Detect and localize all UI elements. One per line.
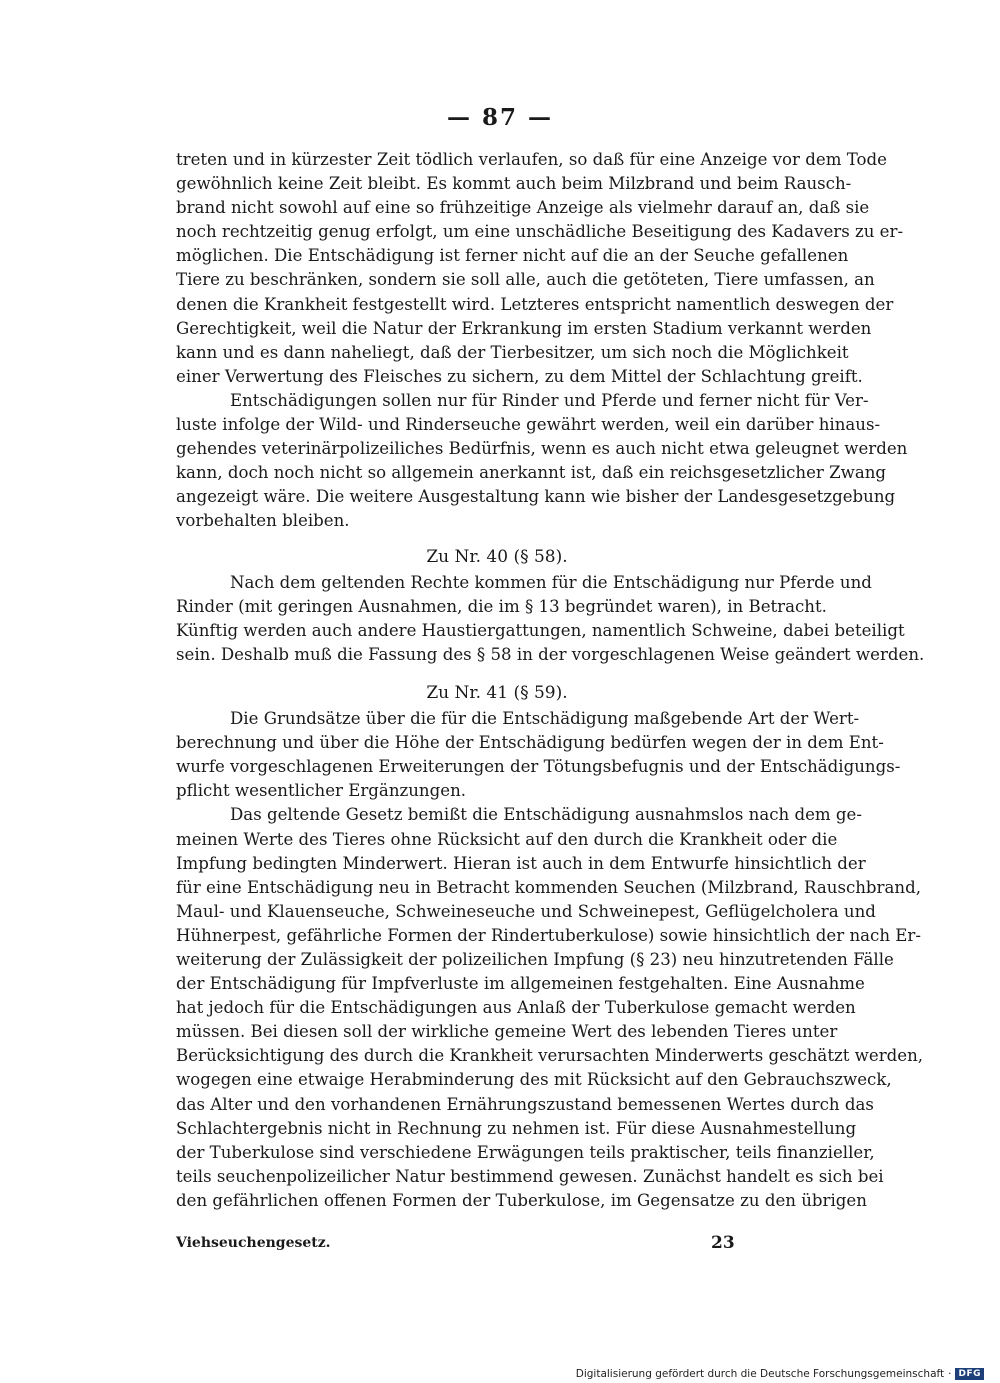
text-line: Tiere zu beschränken, sondern sie soll alle, auch die getöteten, Tiere umfassen, an [176,270,875,290]
text-line: denen die Krankheit festgestellt wird. Letzteres entspricht namentlich deswegen der [176,294,894,314]
text-line: gewöhnlich keine Zeit bleibt. Es kommt auch beim Milzbrand und beim Rausch- [176,174,852,194]
text-line: Schlachtergebnis nicht in Rechnung zu nehmen ist. Für diese Ausnahmestellung [176,1118,857,1138]
section-heading: Zu Nr. 40 (§ 58). [426,546,568,567]
sheet-number: 23 [711,1233,735,1253]
text-line: hat jedoch für die Entschädigungen aus Anlaß der Tuberkulose gemacht werden [176,998,856,1018]
text-line: wogegen eine etwaige Herabminderung des mit Rücksicht auf den Gebrauchszweck, [176,1070,892,1090]
body-text [176,148,925,1213]
text-line: angezeigt wäre. Die weitere Ausgestaltung kann wie bisher der Landesgesetzgebung [176,487,896,507]
text-line: Die Grundsätze über die für die Entschädigung maßgebende Art der Wert- [230,709,860,729]
text-line: weiterung der Zulässigkeit der polizeilichen Impfung (§ 23) neu hinzutretenden Fälle [176,950,894,969]
text-line: kann und es dann naheliegt, daß der Tierbesitzer, um sich noch die Möglichkeit [176,342,849,362]
text-line: wurfe vorgeschlagenen Erweiterungen der Tötungsbefugnis und der Entschädigungs- [176,757,901,777]
text-line: Rinder (mit geringen Ausnahmen, die im § 13 begründet waren), in Betracht. [176,596,827,616]
text-line: luste infolge der Wild- und Rinderseuche gewährt werden, weil ein darüber hinaus- [176,415,881,435]
page-number: — 87 — [446,104,554,131]
text-line: treten und in kürzester Zeit tödlich verlaufen, so daß für eine Anzeige vor dem Tode [176,150,887,169]
text-line: der Tuberkulose sind verschiedene Erwägungen teils praktischer, teils finanzieller, [176,1142,875,1162]
paragraph [176,571,925,667]
text-line: vorbehalten bleiben. [176,511,350,531]
signature-mark: Viehseuchengesetz. [176,1235,331,1251]
section-heading: Zu Nr. 41 (§ 59). [426,682,568,703]
text-line: Das geltende Gesetz bemißt die Entschädigung ausnahmslos nach dem ge- [230,805,862,825]
text-line: Impfung bedingten Minderwert. Hieran ist auch in dem Entwurfe hinsichtlich der [176,853,866,873]
text-line: pflicht wesentlicher Ergänzungen. [176,781,467,801]
digitization-credit: Digitalisierung gefördert durch die Deutsche Forschungsgemeinschaft · DFG [576,1368,984,1380]
text-line: brand nicht sowohl auf eine so frühzeitige Anzeige als vielmehr darauf an, daß sie [176,198,870,218]
credit-text: Digitalisierung gefördert durch die Deutsche Forschungsgemeinschaft [575,1368,945,1380]
dfg-logo: DFG [955,1368,984,1380]
text-line: Künftig werden auch andere Haustiergattungen, namentlich Schweine, dabei beteiligt [176,620,905,640]
paragraph [176,707,901,803]
text-line: meinen Werte des Tieres ohne Rücksicht auf den durch die Krankheit oder die [176,829,838,849]
text-line: für eine Entschädigung neu in Betracht kommenden Seuchen (Milzbrand, Rauschbrand, [176,877,921,897]
text-line: berechnung und über die Höhe der Entschädigung bedürfen wegen der in dem Ent- [176,733,884,753]
text-line: müssen. Bei diesen soll der wirkliche gemeine Wert des lebenden Tieres unter [176,1022,838,1042]
text-line: einer Verwertung des Fleisches zu sichern, zu dem Mittel der Schlachtung greift. [176,366,863,386]
paragraph [176,803,924,1213]
text-line: sein. Deshalb muß die Fassung des § 58 in der vorgeschlagenen Weise geändert werden. [176,644,925,664]
paragraph [176,389,908,534]
text-line: Gerechtigkeit, weil die Natur der Erkrankung im ersten Stadium verkannt werden [176,318,872,338]
text-line: Berücksichtigung des durch die Krankheit verursachten Minderwerts geschätzt werden, [176,1046,924,1066]
text-line: kann, doch noch nicht so allgemein anerkannt ist, daß ein reichsgesetzlicher Zwang [176,463,887,483]
text-line: Nach dem geltenden Rechte kommen für die Entschädigung nur Pferde und [230,572,872,592]
paragraph [176,148,904,389]
text-line: gehendes veterinärpolizeiliches Bedürfnis, wenn es auch nicht etwa geleugnet werden [176,439,908,459]
text-line: Entschädigungen sollen nur für Rinder und Pferde und ferner nicht für Ver- [230,390,869,410]
text-line: Maul- und Klauenseuche, Schweineseuche und Schweinepest, Geflügelcholera und [176,901,876,921]
text-line: das Alter und den vorhandenen Ernährungszustand bemessenen Wertes durch das [176,1094,874,1114]
text-line: noch rechtzeitig genug erfolgt, um eine unschädliche Beseitigung des Kadavers zu er- [176,222,904,242]
text-line: Hühnerpest, gefährliche Formen der Rindertuberkulose) sowie hinsichtlich der nach Er- [176,925,921,945]
text-line: teils seuchenpolizeilicher Natur bestimmend gewesen. Zunächst handelt es sich bei [176,1166,884,1186]
text-line: den gefährlichen offenen Formen der Tuberkulose, im Gegensatze zu den übrigen [176,1190,867,1210]
text-line: möglichen. Die Entschädigung ist ferner nicht auf die an der Seuche gefallenen [176,246,849,266]
text-line: der Entschädigung für Impfverluste im allgemeinen festgehalten. Eine Ausnahme [176,974,865,994]
